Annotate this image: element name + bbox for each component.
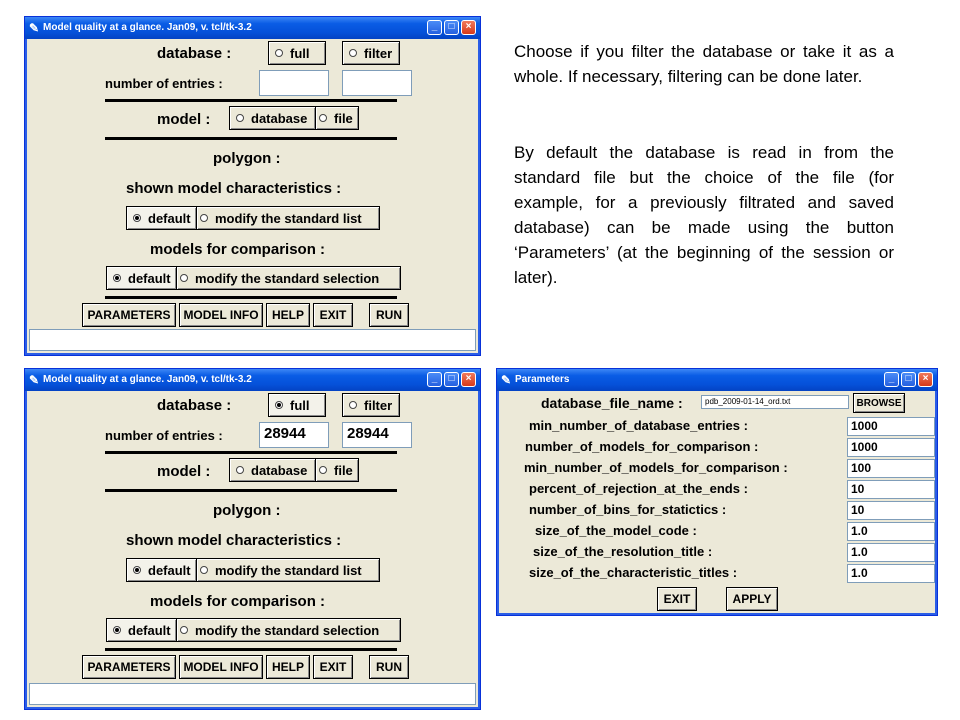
feather-icon: ✎ [29,21,40,35]
param-exit-button[interactable]: EXIT [657,587,697,611]
database-filter-radio[interactable]: filter [342,393,400,417]
radio-icon [133,214,141,222]
entries-filter-field[interactable] [342,70,412,96]
model-database-radio[interactable]: database [229,458,316,482]
param-field[interactable]: 10 [847,501,935,520]
shown-modify-radio[interactable]: modify the standard list [196,558,380,582]
comparison-default-radio[interactable]: default [106,618,177,642]
param-field[interactable]: 10 [847,480,935,499]
radio-icon [349,401,357,409]
shown-default-radio[interactable]: default [126,558,197,582]
entries-full-field[interactable] [259,70,329,96]
database-label: database : [157,397,232,414]
window-body [29,391,476,705]
param-label: size_of_the_model_code : [535,523,697,538]
parameters-window [496,368,938,616]
shown-characteristics-label: shown model characteristics : [126,532,342,549]
main-window-1 [24,16,481,356]
param-field[interactable]: 1.0 [847,543,935,562]
radio-icon [319,466,327,474]
parameters-button[interactable]: PARAMETERS [82,303,176,327]
comparison-label: models for comparison : [150,593,326,610]
maximize-icon[interactable]: □ [901,372,916,387]
window-title: Model quality at a glance. Jan09, v. tcl/tk-3.2 [43,374,252,385]
param-label: percent_of_rejection_at_the_ends : [529,481,748,496]
comparison-modify-radio[interactable]: modify the standard selection [176,266,401,290]
param-field[interactable]: 1000 [847,417,935,436]
radio-icon [349,49,357,57]
entries-label: number of entries : [105,428,223,443]
param-field[interactable]: 1.0 [847,522,935,541]
radio-icon [236,466,244,474]
param-label: min_number_of_models_for_comparison : [524,460,788,475]
entries-full-field[interactable]: 28944 [259,422,329,448]
exit-button[interactable]: EXIT [313,303,353,327]
param-field[interactable]: 100 [847,459,935,478]
radio-icon [275,401,283,409]
comparison-modify-radio[interactable]: modify the standard selection [176,618,401,642]
radio-icon [113,274,121,282]
feather-icon: ✎ [501,373,512,387]
model-database-radio[interactable]: database [229,106,316,130]
window-body [501,391,933,611]
minimize-icon[interactable]: _ [427,372,442,387]
param-field[interactable]: 1.0 [847,564,935,583]
parameters-button[interactable]: PARAMETERS [82,655,176,679]
param-field[interactable]: 1000 [847,438,935,457]
close-icon[interactable]: × [918,372,933,387]
maximize-icon[interactable]: □ [444,20,459,35]
database-full-radio[interactable]: full [268,41,326,65]
help-button[interactable]: HELP [266,655,310,679]
comparison-default-radio[interactable]: default [106,266,177,290]
close-icon[interactable]: × [461,372,476,387]
run-button[interactable]: RUN [369,655,409,679]
model-info-button[interactable]: MODEL INFO [179,655,263,679]
divider [105,296,397,299]
comparison-label: models for comparison : [150,241,326,258]
exit-button[interactable]: EXIT [313,655,353,679]
shown-modify-radio[interactable]: modify the standard list [196,206,380,230]
description-paragraph-2: By default the database is read in from the standard file but the choice of the file (for example, for a previously filtrated and saved database) can be made using the button ‘Parameters’ (at the beginning of the session or later). [514,143,894,287]
file-name-label: database_file_name : [541,395,683,411]
title-bar[interactable] [25,17,480,39]
radio-icon [319,114,327,122]
feather-icon: ✎ [29,373,40,387]
divider [105,451,397,454]
database-full-radio[interactable]: full [268,393,326,417]
radio-icon [275,49,283,57]
param-label: min_number_of_database_entries : [529,418,748,433]
radio-icon [236,114,244,122]
minimize-icon[interactable]: _ [427,20,442,35]
divider [105,648,397,651]
param-label: number_of_bins_for_statictics : [529,502,727,517]
status-field[interactable] [29,329,476,351]
param-label: number_of_models_for_comparison : [525,439,759,454]
radio-icon [200,214,208,222]
close-icon[interactable]: × [461,20,476,35]
minimize-icon[interactable]: _ [884,372,899,387]
param-label: size_of_the_characteristic_titles : [529,565,738,580]
run-button[interactable]: RUN [369,303,409,327]
entries-label: number of entries : [105,76,223,91]
model-info-button[interactable]: MODEL INFO [179,303,263,327]
radio-icon [113,626,121,634]
polygon-label: polygon : [213,502,281,519]
window-title: Parameters [515,374,570,385]
divider [105,137,397,140]
browse-button[interactable]: BROWSE [853,393,905,413]
description-paragraph-1: Choose if you filter the database or take it as a whole. If necessary, filtering can be done later. [514,42,894,86]
model-file-radio[interactable]: file [315,458,359,482]
window-body [29,39,476,351]
maximize-icon[interactable]: □ [444,372,459,387]
polygon-label: polygon : [213,150,281,167]
entries-filter-field[interactable]: 28944 [342,422,412,448]
model-file-radio[interactable]: file [315,106,359,130]
divider [105,99,397,102]
database-label: database : [157,45,232,62]
radio-icon [180,626,188,634]
status-field[interactable] [29,683,476,705]
shown-characteristics-label: shown model characteristics : [126,180,342,197]
shown-default-radio[interactable]: default [126,206,197,230]
param-label: size_of_the_resolution_title : [533,544,713,559]
radio-icon [180,274,188,282]
model-label: model : [157,111,211,128]
model-label: model : [157,463,211,480]
window-title: Model quality at a glance. Jan09, v. tcl/tk-3.2 [43,22,252,33]
file-name-field[interactable]: pdb_2009-01-14_ord.txt [701,395,849,409]
title-bar[interactable] [25,369,480,391]
radio-icon [133,566,141,574]
apply-button[interactable]: APPLY [726,587,778,611]
database-filter-radio[interactable]: filter [342,41,400,65]
divider [105,489,397,492]
help-button[interactable]: HELP [266,303,310,327]
main-window-2 [24,368,481,710]
radio-icon [200,566,208,574]
title-bar[interactable] [497,369,937,391]
